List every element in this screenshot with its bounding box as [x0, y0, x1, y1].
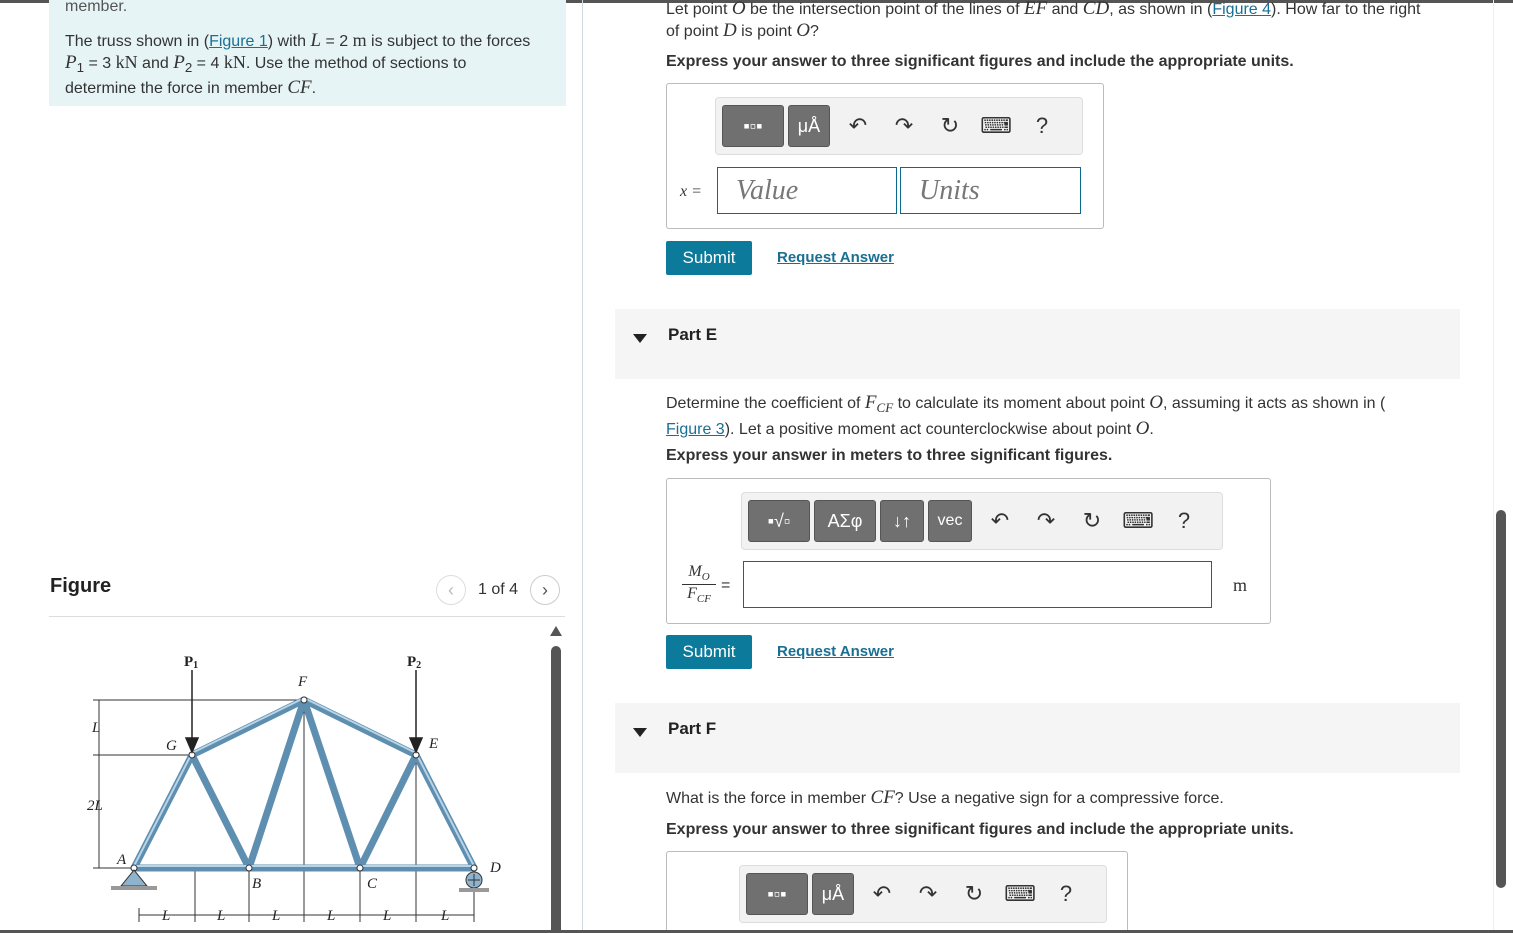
undo-icon[interactable]: ↶ — [848, 113, 868, 138]
math-F: F — [687, 585, 697, 603]
dim-span-1: L — [162, 908, 171, 924]
page-scrollbar-thumb[interactable] — [1496, 510, 1506, 888]
prev-figure-button[interactable] — [436, 575, 466, 605]
text: ). Let a positive moment act counterclockwise about point — [724, 421, 1136, 439]
figure-rule — [49, 616, 565, 617]
partd-submit-button[interactable]: Submit — [666, 241, 752, 275]
redo-icon[interactable]: ↷ — [918, 881, 938, 906]
text: be the intersection point of the lines of — [745, 1, 1024, 18]
text: What is the force in member — [666, 790, 871, 807]
label-P1: P1 — [184, 654, 199, 671]
undo-icon[interactable]: ↶ — [990, 508, 1010, 533]
text: to calculate its moment about point — [893, 395, 1150, 412]
redo-icon[interactable]: ↷ — [1036, 508, 1056, 533]
collapse-caret-icon[interactable] — [633, 334, 647, 343]
text: and — [1047, 1, 1083, 18]
denominator — [682, 585, 716, 605]
vector-button[interactable] — [928, 500, 972, 542]
dim-span-4: L — [327, 908, 336, 924]
next-figure-button[interactable] — [530, 575, 560, 605]
text: . — [311, 80, 317, 98]
reset-icon[interactable]: ↻ — [964, 881, 984, 906]
fraction-template-icon: ▪▫▪ — [767, 883, 787, 904]
arrows-button[interactable] — [880, 500, 924, 542]
dim-L: L — [92, 720, 101, 736]
figure-pager — [436, 575, 560, 605]
text: , as shown in ( — [1109, 1, 1213, 18]
dim-span-2: L — [217, 908, 226, 924]
partd-instructions: Express your answer to three significant figures and include the appropriate units. — [666, 53, 1294, 70]
problem-intro — [49, 0, 566, 106]
partf-question — [666, 787, 1224, 809]
sub: 1 — [76, 60, 85, 76]
dim-span-3: L — [272, 908, 281, 924]
supports — [111, 870, 489, 892]
unit-kn: kN — [115, 52, 138, 72]
problem-statement — [65, 30, 550, 99]
parte-instructions: Express your answer in meters to three significant figures. — [666, 447, 1113, 464]
label-D: D — [490, 860, 501, 876]
scroll-up-icon[interactable] — [550, 626, 562, 636]
partf-label: Part F — [668, 719, 717, 738]
partf-instructions: Express your answer to three significant figures and include the appropriate units. — [666, 821, 1294, 838]
fraction-template-icon: ▪▫▪ — [743, 115, 763, 136]
units-label: μÅ — [797, 115, 821, 136]
figure-counter: 1 of 4 — [478, 581, 519, 598]
text: Determine the coefficient of — [666, 395, 865, 412]
parte-label: Part E — [668, 325, 718, 344]
figure-1-link[interactable]: Figure 1 — [209, 33, 268, 50]
text: ) with — [267, 33, 311, 50]
parte-question — [666, 392, 1426, 440]
text: = 4 — [192, 55, 224, 72]
partf-header[interactable] — [615, 703, 1460, 773]
figure-scrollbar[interactable] — [550, 624, 562, 930]
text: ). How far to the right — [1271, 1, 1421, 18]
dim-span-6: L — [441, 908, 450, 924]
label-F: F — [298, 674, 308, 690]
keyboard-icon[interactable]: ⌨ — [1122, 508, 1154, 533]
math-P2: P — [173, 52, 185, 73]
text: ? Use a negative sign for a compressive force. — [894, 790, 1224, 807]
keyboard-icon[interactable]: ⌨ — [1004, 881, 1036, 906]
partf-toolbar — [739, 865, 1107, 923]
reset-icon[interactable]: ↻ — [940, 113, 960, 138]
text: ? — [810, 23, 819, 40]
moment-coefficient-input[interactable] — [743, 561, 1212, 608]
reset-icon[interactable]: ↻ — [1082, 508, 1102, 533]
unit-m: m — [352, 30, 367, 50]
math-M: M — [688, 563, 702, 580]
chevron-left-icon: ‹ — [448, 579, 454, 600]
text: The truss shown in ( — [65, 33, 210, 50]
collapse-caret-icon[interactable] — [633, 728, 647, 737]
text: = 2 — [321, 33, 353, 50]
text: , assuming it acts as shown in ( — [1163, 395, 1386, 412]
help-icon[interactable]: ? — [1177, 508, 1191, 533]
label-G: G — [166, 738, 177, 754]
math-EF: EF — [1023, 0, 1048, 19]
sub: 2 — [184, 60, 193, 76]
label-B: B — [252, 876, 262, 892]
moment-ratio-label — [682, 563, 716, 605]
unit-meters: m — [1233, 575, 1248, 595]
dim-span-5: L — [383, 908, 392, 924]
unit-kn: kN — [223, 52, 246, 72]
label-C: C — [367, 876, 378, 892]
units-input[interactable]: Units — [900, 167, 1081, 214]
parte-request-answer-link[interactable]: Request Answer — [777, 643, 894, 660]
math-D: D — [722, 20, 737, 41]
text: is point — [736, 23, 797, 40]
text: . Use the method of sections to — [245, 55, 467, 72]
math-L: L — [310, 30, 322, 51]
units-button[interactable] — [812, 873, 854, 915]
x-variable-label: x = — [680, 183, 702, 200]
help-icon[interactable]: ? — [1035, 113, 1049, 138]
text: of point — [666, 23, 723, 40]
templates-button[interactable] — [746, 873, 808, 915]
units-label: μÅ — [821, 883, 845, 904]
pane-divider — [582, 0, 583, 930]
redo-icon[interactable]: ↷ — [894, 113, 914, 138]
value-input[interactable]: Value — [717, 167, 897, 214]
partd-question — [666, 0, 1466, 42]
text: . — [1149, 421, 1154, 439]
parte-submit-button[interactable]: Submit — [666, 635, 752, 669]
sub: CF — [696, 593, 711, 606]
partd-toolbar — [715, 97, 1083, 155]
keyboard-icon[interactable]: ⌨ — [980, 113, 1012, 138]
label-A: A — [117, 852, 127, 868]
math-CD: CD — [1082, 0, 1110, 19]
vec-label: vec — [937, 512, 963, 529]
math-F: F — [864, 392, 877, 413]
numerator — [682, 563, 716, 585]
label-P2: P2 — [407, 654, 422, 671]
equals-sign: = — [721, 577, 731, 594]
clipped-text: member. — [65, 0, 128, 15]
greek-button[interactable] — [814, 500, 876, 542]
parte-header[interactable] — [615, 309, 1460, 379]
sub: O — [701, 571, 710, 584]
text: = 3 — [84, 55, 116, 72]
greek-label: ΑΣφ — [827, 510, 863, 531]
math-CF: CF — [287, 77, 312, 99]
sqrt-template-icon: ▪√▫ — [767, 510, 791, 531]
figure-scroll-thumb[interactable] — [551, 646, 561, 933]
text: is subject to the forces — [366, 33, 531, 50]
help-icon[interactable]: ? — [1059, 881, 1073, 906]
text: and — [137, 55, 174, 72]
dim-2L: 2L — [87, 798, 103, 814]
text: Let point — [666, 1, 732, 18]
templates-button[interactable] — [748, 500, 810, 542]
arrows-label: ↓↑ — [893, 510, 911, 531]
math-O: O — [1135, 418, 1150, 440]
label-E: E — [429, 736, 439, 752]
chevron-right-icon: › — [542, 579, 549, 600]
math-O: O — [796, 20, 810, 41]
undo-icon[interactable]: ↶ — [872, 881, 892, 906]
math-CF: CF — [870, 787, 895, 808]
figure-title: Figure — [50, 575, 112, 597]
text: determine the force in member — [65, 80, 288, 98]
partd-request-answer-link[interactable]: Request Answer — [777, 249, 894, 266]
figure-3-link[interactable]: Figure 3 — [666, 421, 725, 439]
math-P1: P — [65, 52, 77, 73]
figure-4-link[interactable]: Figure 4 — [1212, 1, 1272, 18]
math-O: O — [731, 0, 746, 19]
templates-button[interactable] — [722, 105, 784, 147]
page-scroll-track — [1493, 0, 1494, 930]
math-O: O — [1149, 392, 1164, 413]
units-button[interactable] — [788, 105, 830, 147]
math-CF-sub: CF — [876, 400, 894, 416]
parte-toolbar — [741, 492, 1223, 550]
truss-figure — [49, 630, 549, 930]
